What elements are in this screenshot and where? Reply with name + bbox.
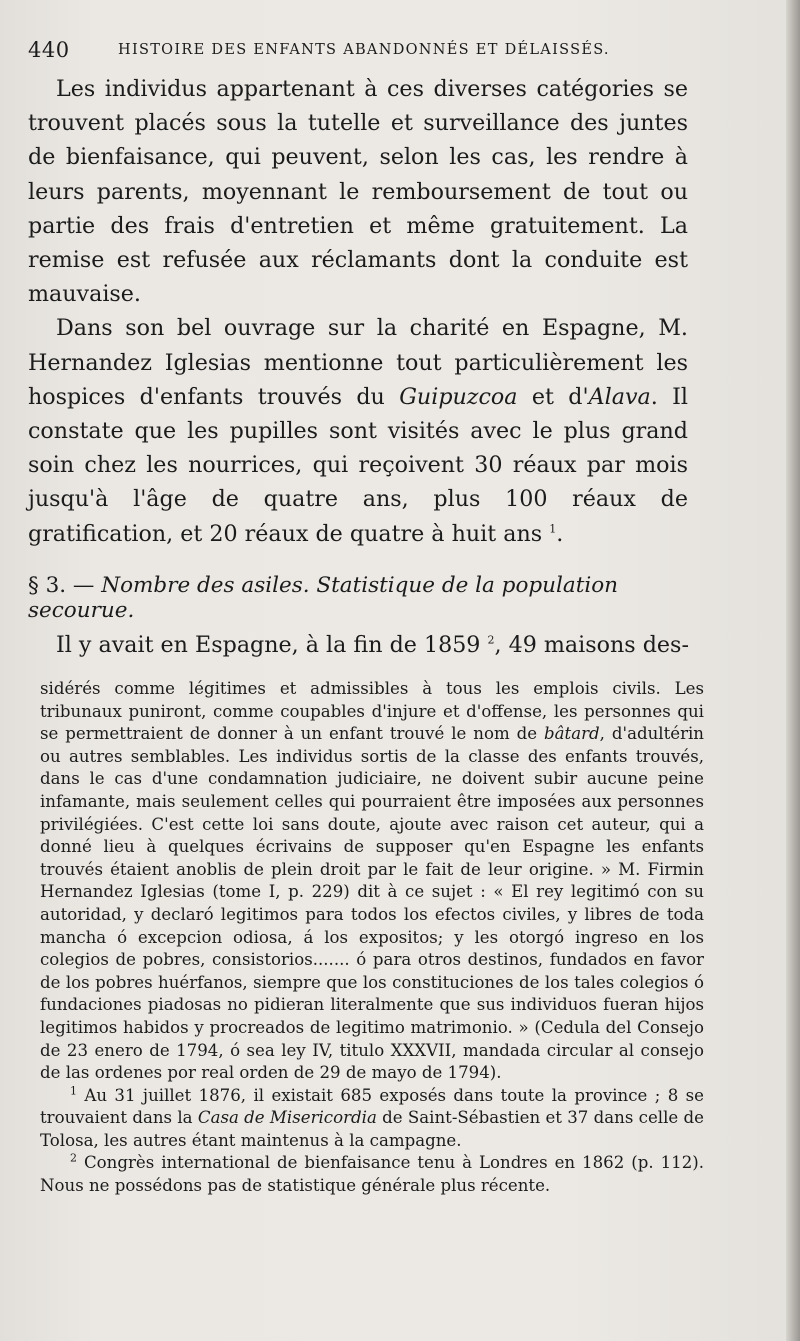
section-heading [28, 573, 708, 623]
page-number: 440 [28, 38, 70, 62]
running-title: HISTOIRE DES ENFANTS ABANDONNÉS ET DÉLAISSÉS. [118, 42, 610, 58]
term-batard: bâtard [544, 724, 600, 744]
footnote-2-mark: 2 [70, 1151, 77, 1165]
footnote-continuation-text-b: , d'adultérin ou autres semblables. Les individus sortis de la classe des enfants trouvés, dans le cas d'une condamnation judiciaire, ne doivent subir aucune peine infamante, mais seulement celles qui pourraient être imposées aux personnes privilégiées. C'est cette loi sans doute, ajoute avec raison cet auteur, qui a donné lieu à quelques écrivains de supposer qu'en Espagne les enfants trouvés étaient anoblis de plein droit par le fait de leur origine. » M. Firmin Hernandez Iglesias (tome I, p. 229) dit à ce sujet : « El rey legitimó con su autoridad, y declaró legitimos para todos los efectos civiles, y libres de toda mancha ó excepcion odiosa, á los expositos; y les otorgó ingreso en los colegios de pobres, consistorios....... ó para otros destinos, fundados en favor de los pobres huérfanos, siempre que los constituciones de los tales colegios ó fundaciones piadosas no pidieran literalmente que sus individuos fueran hijos legitimos habidos y procreados de legitimo matrimonio. » (Cedula del Consejo de 23 enero de 1794, ó sea ley IV, titulo XXXVII, mandada circular al consejo de las ordenes por real orden de 29 de mayo de 1794). [40, 724, 704, 1083]
paragraph-3-text-a: Il y avait en Espagne, à la fin de 1859 [56, 632, 481, 658]
section-number: § 3. — [28, 573, 102, 598]
footnote-ref-1: 1 [549, 522, 557, 536]
paragraph-2 [28, 311, 688, 550]
paragraph-2-text-c: . Il constate que les pupilles sont visités avec le plus grand soin chez les nourrices, qui reçoivent 30 réaux par mois jusqu'à l'âge de quatre ans, plus 100 réaux de gratification, et 20 réaux de quatre à huit ans [28, 383, 688, 547]
paragraph-2-text-b: et d' [517, 383, 589, 410]
main-text [28, 72, 688, 551]
place-alava: Alava [588, 383, 651, 410]
page-header [28, 38, 748, 68]
footnote-ref-2: 2 [487, 633, 495, 647]
footnote-2 [40, 1152, 704, 1197]
footnote-1 [40, 1085, 704, 1153]
paragraph-3-text-b: , 49 maisons des- [494, 632, 689, 658]
section-title: Nombre des asiles. Statistique de la population secourue. [28, 573, 618, 623]
paragraph-2-end: . [556, 520, 564, 547]
paragraph-3 [28, 629, 698, 661]
paragraph-1: Les individus appartenant à ces diverses catégories se trouvent placés sous la tutelle et surveillance des juntes de bienfaisance, qui peuvent, selon les cas, les rendre à leurs parents, moyennant le remboursement de tout ou partie des frais d'entretien et même gratuitement. La remise est refusée aux réclamants dont la conduite est mauvaise. [28, 76, 688, 308]
casa-de-misericordia: Casa de Misericordia [197, 1108, 377, 1128]
place-guipuzcoa: Guipuzcoa [399, 383, 518, 410]
footnote-1-text-a: Au 31 juillet 1876, il existait 685 exposés dans toute la province ; 8 se trouvaient dans la [40, 1085, 704, 1128]
footnote-continuation [40, 678, 704, 1085]
footnote-2-text: Congrès international de bienfaisance tenu à Londres en 1862 (p. 112). Nous ne possédons pas de statistique générale plus récente. [40, 1153, 704, 1196]
paragraph-2-text-a: Dans son bel ouvrage sur la charité en Espagne, M. Hernandez Iglesias mentionne tout particulièrement les hospices d'enfants trouvés du [28, 315, 688, 410]
footnote-1-mark: 1 [70, 1084, 77, 1098]
footnote-1-text-b: de Saint-Sébastien et 37 dans celle de Tolosa, les autres étant maintenus à la campagne. [40, 1108, 704, 1150]
page-spine-shadow [786, 0, 800, 1341]
footnotes [40, 678, 704, 1198]
footnote-continuation-text-a: sidérés comme légitimes et admissibles à tous les emplois civils. Les tribunaux puniront, comme coupables d'injure et d'offense, les personnes qui se permettraient de donner à un enfant trouvé le nom de [40, 679, 704, 744]
